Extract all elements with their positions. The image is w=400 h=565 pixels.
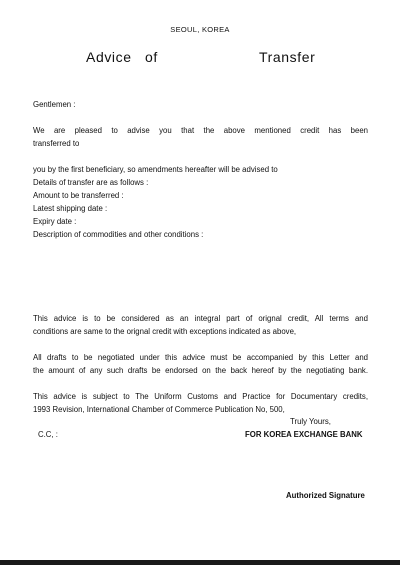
customs-paragraph (33, 391, 368, 416)
drafts-paragraph (33, 352, 368, 377)
description-field: Description of commodities and other conditions : (33, 230, 204, 239)
title-word-transfer: Transfer (259, 49, 316, 65)
cc-label: C.C, : (38, 430, 58, 439)
title-word-advice: Advice (86, 49, 132, 65)
salutation: Gentlemen : (33, 100, 76, 109)
title-word-of: of (145, 49, 158, 65)
page-bottom-border (0, 560, 400, 565)
authorized-signature-label: Authorized Signature (286, 491, 365, 500)
closing-truly-yours: Truly Yours, (290, 417, 331, 426)
paragraph-line: the amount of any such drafts be endorsed on the back hereof by the negotiating bank. (33, 365, 368, 375)
paragraph-line: 1993 Revision, International Chamber of Commerce Publication No, 500, (33, 404, 285, 414)
bank-name: FOR KOREA EXCHANGE BANK (245, 430, 363, 439)
intro-line-1: We are pleased to advise you that the above mentioned credit has been (33, 126, 368, 135)
paragraph-line: conditions are same to the orignal credit with exceptions indicated as above, (33, 326, 297, 336)
expiry-date-field: Expiry date : (33, 217, 77, 226)
integral-part-paragraph (33, 313, 368, 338)
paragraph-line: All drafts to be negotiated under this advice must be accompanied by this Letter and (33, 353, 368, 362)
paragraph-line: This advice is to be considered as an integral part of orignal credit, All terms and (33, 314, 368, 323)
location-header: SEOUL, KOREA (170, 25, 230, 34)
intro-line-2: transferred to (33, 139, 80, 148)
paragraph-line: This advice is subject to The Uniform Customs and Practice for Documentary credits, (33, 392, 368, 401)
details-field: Details of transfer are as follows : (33, 178, 149, 187)
intro-line-3: you by the first beneficiary, so amendments hereafter will be advised to (33, 165, 278, 174)
amount-field: Amount to be transferred : (33, 191, 124, 200)
shipping-date-field: Latest shipping date : (33, 204, 108, 213)
